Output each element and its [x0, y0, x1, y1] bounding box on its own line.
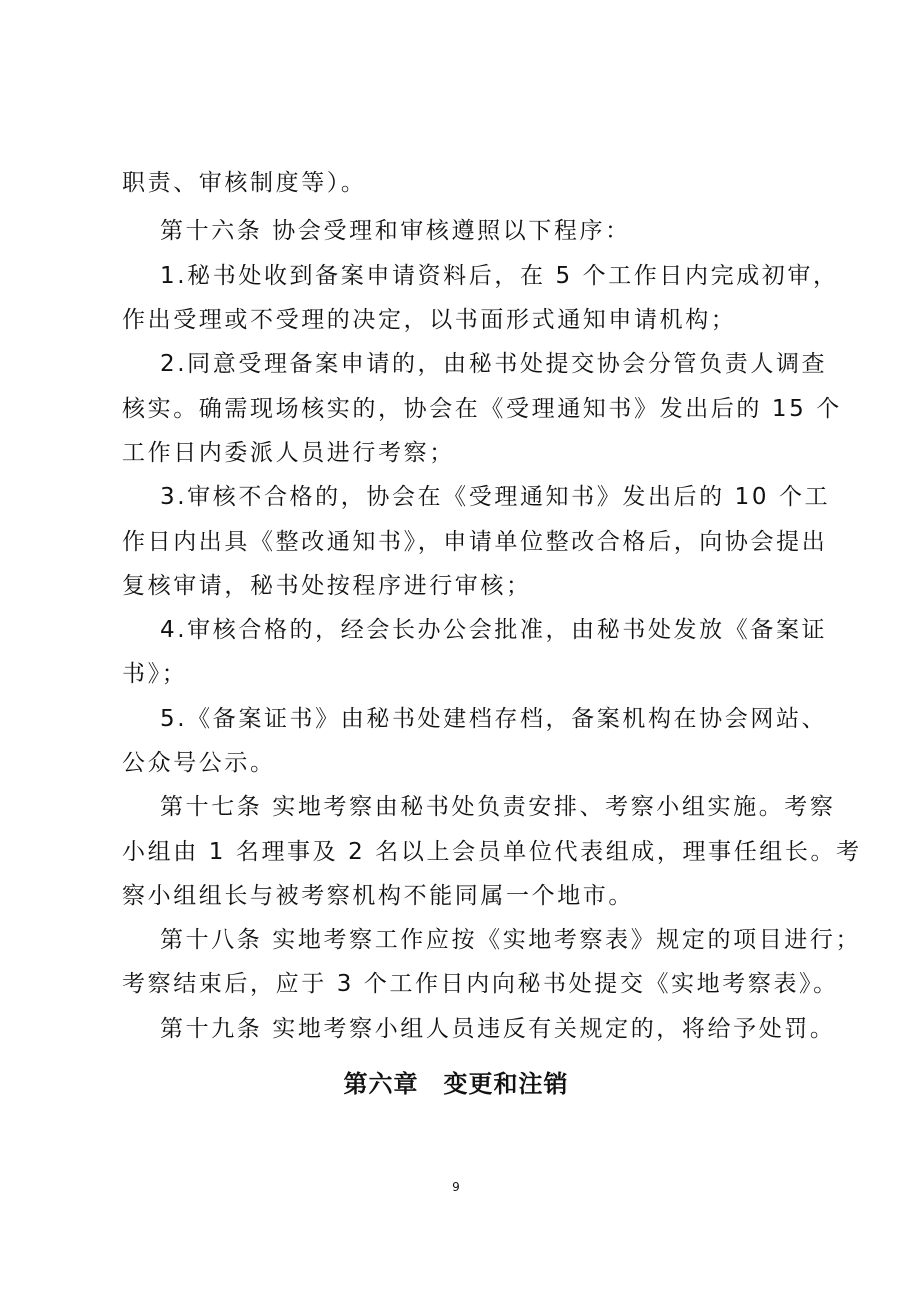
text-line-6: 核实。确需现场核实的，协会在《受理通知书》发出后的 15 个 — [122, 396, 842, 422]
text-line-19: 考察结束后，应于 3 个工作日内向秘书处提交《实地考察表》。 — [122, 971, 839, 997]
text-line-18: 第十八条 实地考察工作应按《实地考察表》规定的项目进行； — [160, 927, 862, 953]
text-line-5: 2.同意受理备案申请的，由秘书处提交协会分管负责人调查 — [160, 351, 828, 377]
chapter-heading: 第六章 变更和注销 — [343, 1070, 569, 1098]
text-line-4: 作出受理或不受理的决定，以书面形式通知申请机构； — [122, 307, 737, 333]
text-line-14: 公众号公示。 — [122, 750, 276, 776]
text-line-9: 作日内出具《整改通知书》，申请单位整改合格后，向协会提出 — [122, 529, 828, 555]
text-line-7: 工作日内委派人员进行考察； — [122, 440, 455, 466]
text-line-12: 书》； — [122, 661, 188, 687]
text-line-2: 第十六条 协会受理和审核遵照以下程序： — [160, 218, 631, 244]
text-line-13: 5.《备案证书》由秘书处建档存档，备案机构在协会网站、 — [160, 706, 828, 732]
page-number: 9 — [452, 1180, 460, 1194]
text-line-10: 复核审请，秘书处按程序进行审核； — [122, 573, 532, 599]
text-line-17: 察小组组长与被考察机构不能同属一个地市。 — [122, 883, 634, 909]
text-line-11: 4.审核合格的，经会长办公会批准，由秘书处发放《备案证 — [160, 617, 828, 643]
text-line-3: 1.秘书处收到备案申请资料后，在 5 个工作日内完成初审， — [160, 263, 839, 289]
text-line-15: 第十七条 实地考察由秘书处负责安排、考察小组实施。考察 — [160, 794, 836, 820]
text-line-20: 第十九条 实地考察小组人员违反有关规定的，将给予处罚。 — [160, 1016, 836, 1042]
text-line-8: 3.审核不合格的，协会在《受理通知书》发出后的 10 个工 — [160, 484, 831, 510]
text-line-16: 小组由 1 名理事及 2 名以上会员单位代表组成，理事任组长。考 — [122, 839, 862, 865]
text-line-1: 职责、审核制度等）。 — [122, 170, 367, 196]
